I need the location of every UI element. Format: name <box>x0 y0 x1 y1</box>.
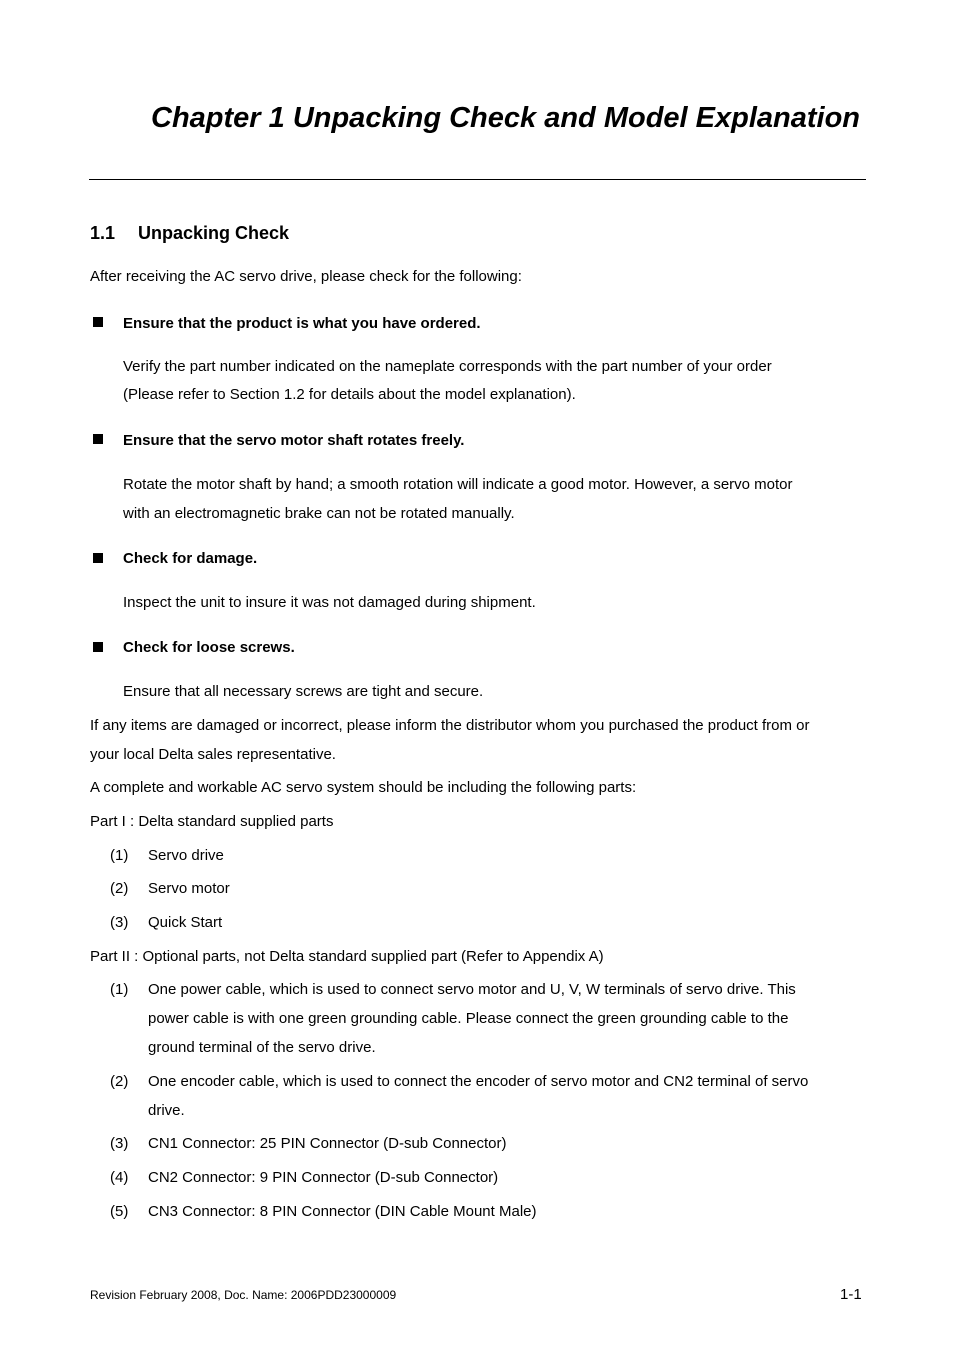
list-number: (1) <box>110 847 129 864</box>
section-number: 1.1 <box>90 223 116 243</box>
intro-paragraph: After receiving the AC servo drive, please check for the following: <box>90 268 522 285</box>
square-bullet-icon <box>93 434 103 444</box>
notice-line: If any items are damaged or incorrect, please inform the distributor whom you purchased the product from or <box>90 717 810 734</box>
part2-heading: Part II : Optional parts, not Delta standard supplied part (Refer to Appendix A) <box>90 948 604 965</box>
list-number: (2) <box>110 880 129 897</box>
list-item: Servo motor <box>148 880 230 897</box>
list-number: (4) <box>110 1169 129 1186</box>
system-intro: A complete and workable AC servo system should be including the following parts: <box>90 779 637 796</box>
check-text-line: Rotate the motor shaft by hand; a smooth rotation will indicate a good motor. However, a servo motor <box>123 476 793 493</box>
list-number: (5) <box>110 1203 129 1220</box>
check-text-line: (Please refer to Section 1.2 for details about the model explanation). <box>123 386 576 403</box>
square-bullet-icon <box>93 553 103 563</box>
list-number: (1) <box>110 981 129 998</box>
footer-revision: Revision February 2008, Doc. Name: 2006PDD23000009 <box>90 1288 397 1302</box>
list-item-line: CN3 Connector: 8 PIN Connector (DIN Cable Mount Male) <box>148 1203 537 1220</box>
list-item-line: power cable is with one green grounding cable. Please connect the green grounding cable to the <box>148 1010 789 1027</box>
check-text-line: Inspect the unit to insure it was not damaged during shipment. <box>123 594 536 611</box>
list-number: (3) <box>110 1135 129 1152</box>
check-title: Check for loose screws. <box>123 639 295 656</box>
section-heading <box>90 223 289 245</box>
check-text-line: with an electromagnetic brake can not be rotated manually. <box>123 505 515 522</box>
chapter-divider <box>89 179 866 180</box>
list-item-line: One power cable, which is used to connect servo motor and U, V, W terminals of servo drive. This <box>148 981 796 998</box>
notice-line: your local Delta sales representative. <box>90 746 336 763</box>
check-title: Ensure that the product is what you have ordered. <box>123 315 481 332</box>
list-item: Quick Start <box>148 914 223 931</box>
list-item: Servo drive <box>148 847 224 864</box>
part1-heading: Part I : Delta standard supplied parts <box>90 813 334 830</box>
section-title: Unpacking Check <box>138 223 290 243</box>
list-item-line: CN1 Connector: 25 PIN Connector (D-sub Connector) <box>148 1135 507 1152</box>
square-bullet-icon <box>93 642 103 652</box>
chapter-title: Chapter 1 Unpacking Check and Model Explanation <box>151 102 861 134</box>
check-text-line: Verify the part number indicated on the nameplate corresponds with the part number of your order <box>123 358 772 375</box>
list-item-line: drive. <box>148 1102 185 1119</box>
check-text-line: Ensure that all necessary screws are tight and secure. <box>123 683 484 700</box>
list-item-line: One encoder cable, which is used to connect the encoder of servo motor and CN2 terminal of servo <box>148 1073 809 1090</box>
check-title: Check for damage. <box>123 550 258 567</box>
list-number: (2) <box>110 1073 129 1090</box>
check-title: Ensure that the servo motor shaft rotates freely. <box>123 432 465 449</box>
square-bullet-icon <box>93 317 103 327</box>
list-item-line: CN2 Connector: 9 PIN Connector (D-sub Connector) <box>148 1169 499 1186</box>
page-number: 1-1 <box>840 1286 862 1303</box>
list-number: (3) <box>110 914 129 931</box>
list-item-line: ground terminal of the servo drive. <box>148 1039 376 1056</box>
